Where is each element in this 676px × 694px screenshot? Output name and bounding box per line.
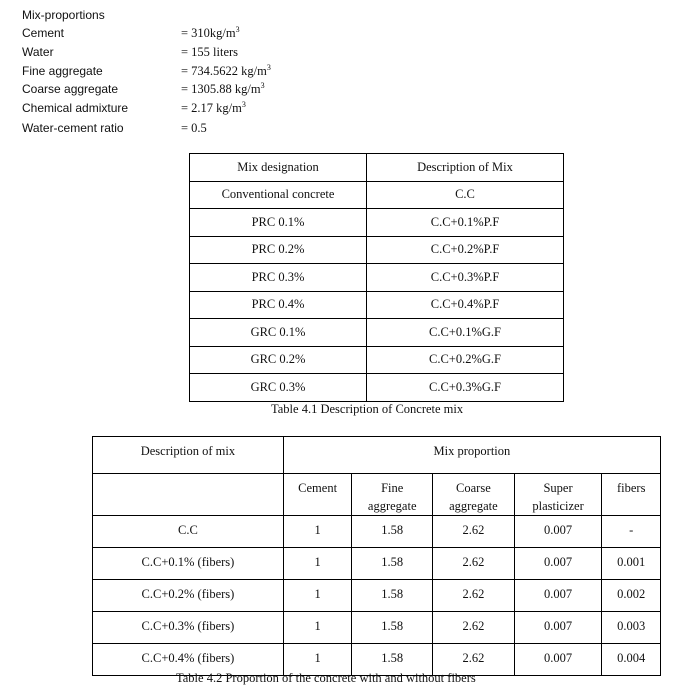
table-caption: Table 4.2 Proportion of the concrete with and without fibers — [176, 671, 476, 685]
table-cell: PRC 0.4% — [190, 291, 367, 319]
table-header-cell: Fine aggregate — [352, 474, 433, 516]
table-cell: 1.58 — [352, 580, 433, 612]
table-row — [190, 264, 564, 292]
table-row — [93, 548, 661, 580]
table-row — [190, 319, 564, 347]
table-row — [190, 291, 564, 319]
table-cell: 2.62 — [433, 516, 515, 548]
table-cell: 0.001 — [602, 548, 661, 580]
table-row — [190, 181, 564, 209]
table-header-cell — [93, 474, 284, 516]
table-cell: 2.62 — [433, 644, 515, 676]
table-cell: 1.58 — [352, 644, 433, 676]
table-cell: C.C+0.4% (fibers) — [93, 644, 284, 676]
table-row — [190, 374, 564, 402]
mix-value: = 155 liters — [181, 45, 239, 59]
table-cell: 0.004 — [602, 644, 661, 676]
table-cell: 1 — [283, 548, 352, 580]
table-cell: C.C — [367, 181, 564, 209]
mix-label: Water-cement ratio — [22, 121, 124, 135]
table-header-cell: fibers — [602, 474, 661, 516]
table-cell: 2.62 — [433, 580, 515, 612]
table-cell: 0.007 — [514, 612, 602, 644]
table-header-cell: Cement — [283, 474, 352, 516]
table-cell: 0.002 — [602, 580, 661, 612]
table-cell: 0.007 — [514, 548, 602, 580]
table-row — [190, 236, 564, 264]
table-cell: PRC 0.1% — [190, 209, 367, 237]
mix-value: = 734.5622 $kg/m^3$ — [181, 62, 271, 78]
table-row — [93, 580, 661, 612]
mix-label: Cement — [22, 26, 65, 40]
table-header-cell: Description of Mix — [367, 154, 564, 182]
table-cell: 1 — [283, 516, 352, 548]
table-row — [190, 346, 564, 374]
mix-label: Water — [22, 45, 54, 59]
table-cell: 0.003 — [602, 612, 661, 644]
table-cell: C.C+0.3%P.F — [367, 264, 564, 292]
table-subheader-row — [93, 474, 661, 516]
table-cell: 2.62 — [433, 548, 515, 580]
table-header-row — [190, 154, 564, 182]
table-cell: 1 — [283, 644, 352, 676]
table-cell: PRC 0.2% — [190, 236, 367, 264]
table-cell: GRC 0.2% — [190, 346, 367, 374]
table-row — [93, 516, 661, 548]
table-cell: PRC 0.3% — [190, 264, 367, 292]
table-cell: 2.62 — [433, 612, 515, 644]
mix-label: Chemical admixture — [22, 101, 129, 115]
table-row — [93, 612, 661, 644]
mix-label: Fine aggregate — [22, 64, 103, 78]
table-cell: C.C+0.1% (fibers) — [93, 548, 284, 580]
table-header-cell: Mix designation — [190, 154, 367, 182]
table-header-row — [93, 437, 661, 474]
table-cell: Conventional concrete — [190, 181, 367, 209]
table-cell: C.C+0.1%P.F — [367, 209, 564, 237]
table-cell: 1 — [283, 580, 352, 612]
table-cell: 0.007 — [514, 580, 602, 612]
table-cell: C.C+0.1%G.F — [367, 319, 564, 347]
table-cell: C.C+0.4%P.F — [367, 291, 564, 319]
table-cell: 1.58 — [352, 516, 433, 548]
mix-value: = 0.5 — [181, 121, 207, 135]
mix-value: = 2.17 $kg/m^3$ — [181, 99, 246, 115]
table-cell: C.C+0.2%P.F — [367, 236, 564, 264]
table-cell: C.C+0.3%G.F — [367, 374, 564, 402]
table-cell: 0.007 — [514, 516, 602, 548]
mix-value: = 1305.88 $kg/m^3$ — [181, 80, 265, 96]
table-header-cell: Super plasticizer — [514, 474, 602, 516]
table-cell: 1.58 — [352, 612, 433, 644]
table-cell: - — [602, 516, 661, 548]
table-header-cell: Description of mix — [93, 437, 284, 474]
mix-label: Coarse aggregate — [22, 82, 119, 96]
table-cell: C.C+0.3% (fibers) — [93, 612, 284, 644]
table-cell: GRC 0.1% — [190, 319, 367, 347]
table-header-cell: Coarse aggregate — [433, 474, 515, 516]
mix-value: = $310kg/m^3$ — [181, 24, 240, 40]
table-cell: GRC 0.3% — [190, 374, 367, 402]
table-cell: C.C — [93, 516, 284, 548]
table-row — [190, 209, 564, 237]
description-table — [189, 153, 564, 402]
table-cell: C.C+0.2%G.F — [367, 346, 564, 374]
table-cell: C.C+0.2% (fibers) — [93, 580, 284, 612]
table-cell: 1.58 — [352, 548, 433, 580]
table-cell: 0.007 — [514, 644, 602, 676]
proportion-table — [92, 436, 661, 676]
table-cell: 1 — [283, 612, 352, 644]
table-caption: Table 4.1 Description of Concrete mix — [271, 402, 464, 416]
table-header-cell: Mix proportion — [283, 437, 660, 474]
mix-heading: Mix-proportions — [22, 8, 105, 22]
